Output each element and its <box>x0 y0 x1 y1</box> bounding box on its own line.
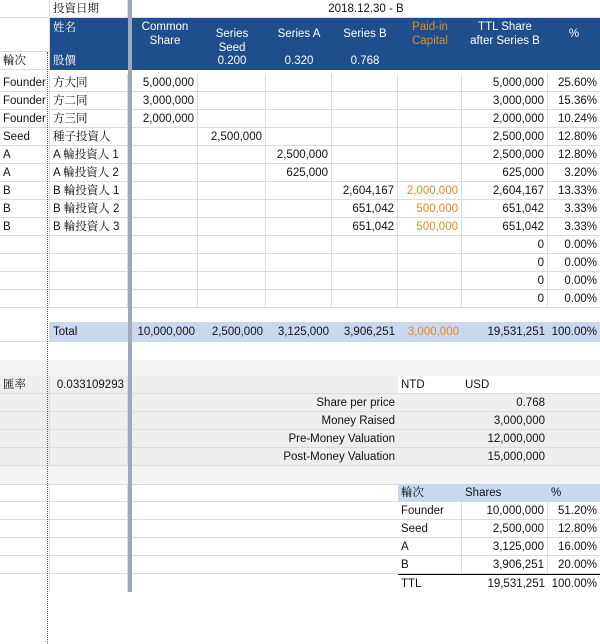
cell-ttl[interactable]: 651,042 <box>462 200 548 218</box>
cell-b[interactable] <box>332 110 398 128</box>
cell[interactable] <box>132 556 398 574</box>
cell-name[interactable]: 種子投資人 <box>50 128 128 146</box>
cell-paid[interactable] <box>398 164 462 182</box>
cap-pct[interactable]: 20.00% <box>548 556 600 574</box>
col-percent[interactable]: % <box>548 18 600 52</box>
col-common-share[interactable]: Common Share <box>132 18 198 52</box>
cell[interactable] <box>0 0 50 18</box>
cell-common[interactable] <box>132 146 198 164</box>
cell-pct[interactable]: 0.00% <box>548 272 600 290</box>
cell-a[interactable] <box>266 254 332 272</box>
cell-paid[interactable] <box>398 110 462 128</box>
cell-common[interactable]: 5,000,000 <box>132 74 198 92</box>
cell-a[interactable] <box>266 182 332 200</box>
cell[interactable] <box>132 502 398 520</box>
cell-a[interactable] <box>266 218 332 236</box>
cell-b[interactable]: 651,042 <box>332 200 398 218</box>
cell[interactable] <box>50 412 128 430</box>
col-paid-in[interactable]: Paid-in Capital <box>398 18 462 52</box>
col-series-a[interactable]: Series A <box>266 18 332 52</box>
table-row <box>0 146 600 164</box>
cell[interactable] <box>132 538 398 556</box>
cell-pct[interactable]: 13.33% <box>548 182 600 200</box>
cell-name[interactable]: B 輪投資人 3 <box>50 218 128 236</box>
cap-shares[interactable]: 2,500,000 <box>462 520 548 538</box>
cell-ttl[interactable]: 2,000,000 <box>462 110 548 128</box>
table-row <box>0 74 600 92</box>
cap-total-shares[interactable]: 19,531,251 <box>462 574 548 592</box>
cell[interactable] <box>0 412 50 430</box>
total-ttl[interactable]: 19,531,251 <box>462 322 548 342</box>
round-label[interactable]: 輪次 <box>0 52 50 70</box>
summary-label[interactable]: Post-Money Valuation <box>132 448 398 466</box>
price-a[interactable]: 0.320 <box>266 52 332 70</box>
row-date <box>0 0 600 18</box>
cell-a[interactable] <box>266 290 332 308</box>
cap-total-pct[interactable]: 100.00% <box>548 574 600 592</box>
cell[interactable] <box>398 412 462 430</box>
cap-pct-header[interactable]: % <box>548 484 600 502</box>
cell-round[interactable]: Founder <box>0 92 50 110</box>
cap-round[interactable]: Founder <box>398 502 462 520</box>
table-row <box>0 110 600 128</box>
cell-round[interactable]: Seed <box>0 128 50 146</box>
cell[interactable] <box>0 520 50 538</box>
cell-b[interactable] <box>332 290 398 308</box>
cell[interactable] <box>50 574 128 592</box>
cell-common[interactable]: 2,000,000 <box>132 110 198 128</box>
row-headers <box>0 18 600 52</box>
col-ttl-share[interactable]: TTL Share after Series B <box>462 18 548 52</box>
total-pct[interactable]: 100.00% <box>548 322 600 342</box>
frozen-column-divider[interactable] <box>128 0 132 592</box>
cell[interactable] <box>0 448 50 466</box>
cell-seed[interactable] <box>198 182 266 200</box>
cell-a[interactable]: 2,500,000 <box>266 146 332 164</box>
cell-seed[interactable]: 2,500,000 <box>198 128 266 146</box>
cell-seed[interactable] <box>198 92 266 110</box>
table-row <box>0 200 600 218</box>
cell-round[interactable]: B <box>0 218 50 236</box>
cap-row <box>0 556 600 574</box>
total-label[interactable]: Total <box>50 322 128 342</box>
summary-row <box>0 412 600 430</box>
cell-ttl[interactable]: 0 <box>462 236 548 254</box>
cap-round[interactable]: Seed <box>398 520 462 538</box>
cell-paid[interactable] <box>398 290 462 308</box>
cell-ttl[interactable]: 625,000 <box>462 164 548 182</box>
cell[interactable] <box>548 430 600 448</box>
cell-a[interactable]: 625,000 <box>266 164 332 182</box>
cell-seed[interactable] <box>198 110 266 128</box>
cell-name[interactable]: A 輪投資人 2 <box>50 164 128 182</box>
cell-paid[interactable] <box>398 92 462 110</box>
cell-common[interactable] <box>132 200 198 218</box>
cell-name[interactable] <box>50 272 128 290</box>
row-empty <box>0 466 600 485</box>
cell[interactable] <box>50 502 128 520</box>
cap-shares-header[interactable]: Shares <box>462 484 548 502</box>
cell-seed[interactable] <box>198 272 266 290</box>
cell-name[interactable]: 方三同 <box>50 110 128 128</box>
cell-paid[interactable]: 2,000,000 <box>398 182 462 200</box>
cell[interactable] <box>0 556 50 574</box>
row-empty <box>0 342 600 361</box>
price-label[interactable]: 股價 <box>50 52 128 70</box>
price-seed[interactable]: 0.200 <box>198 52 266 70</box>
table-row <box>0 290 600 308</box>
table-row <box>0 236 600 254</box>
cell-round[interactable] <box>0 236 50 254</box>
summary-label[interactable]: Share per price <box>132 394 398 412</box>
cell-ttl[interactable]: 651,042 <box>462 218 548 236</box>
cell-pct[interactable]: 3.20% <box>548 164 600 182</box>
cell[interactable] <box>548 376 600 394</box>
cell-b[interactable] <box>332 254 398 272</box>
summary-label[interactable]: Pre-Money Valuation <box>132 430 398 448</box>
cell-paid[interactable] <box>398 254 462 272</box>
row-total <box>0 322 600 342</box>
cell-name[interactable] <box>50 236 128 254</box>
cell-seed[interactable] <box>198 290 266 308</box>
cell[interactable] <box>132 52 198 70</box>
cell[interactable] <box>0 484 50 502</box>
cell[interactable] <box>0 430 50 448</box>
cell[interactable] <box>50 448 128 466</box>
cell-pct[interactable]: 15.36% <box>548 92 600 110</box>
col-series-seed[interactable]: Series Seed <box>198 18 266 52</box>
total-paid[interactable]: 3,000,000 <box>398 322 462 342</box>
cell-name[interactable]: A 輪投資人 1 <box>50 146 128 164</box>
cell-pct[interactable]: 0.00% <box>548 236 600 254</box>
cell-a[interactable] <box>266 128 332 146</box>
row-empty <box>0 360 600 376</box>
cell-a[interactable] <box>266 74 332 92</box>
cell-ttl[interactable]: 0 <box>462 254 548 272</box>
cell-seed[interactable] <box>198 74 266 92</box>
cell-ttl[interactable]: 2,604,167 <box>462 182 548 200</box>
cell[interactable] <box>50 520 128 538</box>
cell-round[interactable]: A <box>0 164 50 182</box>
cell-b[interactable] <box>332 128 398 146</box>
ntd-label[interactable]: NTD <box>398 376 462 394</box>
cell-b[interactable] <box>332 74 398 92</box>
cell-a[interactable] <box>266 92 332 110</box>
cell-common[interactable] <box>132 218 198 236</box>
cell-round[interactable]: Founder <box>0 110 50 128</box>
fx-label[interactable]: 匯率 <box>0 376 50 394</box>
cell-seed[interactable] <box>198 200 266 218</box>
cell-paid[interactable] <box>398 74 462 92</box>
cell[interactable] <box>0 322 50 342</box>
cell-common[interactable] <box>132 164 198 182</box>
cell-seed[interactable] <box>198 146 266 164</box>
cell-pct[interactable]: 3.33% <box>548 200 600 218</box>
cell-a[interactable] <box>266 236 332 254</box>
cell-name[interactable]: B 輪投資人 2 <box>50 200 128 218</box>
summary-label[interactable]: Money Raised <box>132 412 398 430</box>
cap-pct[interactable]: 12.80% <box>548 520 600 538</box>
cell[interactable] <box>0 502 50 520</box>
total-seed[interactable]: 2,500,000 <box>198 322 266 342</box>
cell-ttl[interactable]: 0 <box>462 290 548 308</box>
cell[interactable] <box>0 574 50 592</box>
table-row <box>0 92 600 110</box>
cell[interactable] <box>548 412 600 430</box>
cell[interactable] <box>548 448 600 466</box>
row-fx <box>0 376 600 394</box>
cell-paid[interactable] <box>398 128 462 146</box>
cell-b[interactable] <box>332 92 398 110</box>
cap-round[interactable]: B <box>398 556 462 574</box>
cap-row <box>0 520 600 538</box>
row-price <box>0 52 600 70</box>
cell-ttl[interactable]: 5,000,000 <box>462 74 548 92</box>
cell[interactable] <box>132 484 398 502</box>
cap-shares[interactable]: 10,000,000 <box>462 502 548 520</box>
cell-seed[interactable] <box>198 236 266 254</box>
cell-paid[interactable] <box>398 236 462 254</box>
cap-header <box>0 484 600 502</box>
total-common[interactable]: 10,000,000 <box>132 322 198 342</box>
usd-label[interactable]: USD <box>462 376 548 394</box>
cell-name[interactable] <box>50 254 128 272</box>
cell[interactable] <box>50 394 128 412</box>
cell-common[interactable] <box>132 182 198 200</box>
summary-value[interactable]: 3,000,000 <box>462 412 548 430</box>
cell-pct[interactable]: 3.33% <box>548 218 600 236</box>
cell[interactable] <box>398 52 600 70</box>
cell-round[interactable]: A <box>0 146 50 164</box>
cell-common[interactable]: 3,000,000 <box>132 92 198 110</box>
price-b[interactable]: 0.768 <box>332 52 398 70</box>
total-b[interactable]: 3,906,251 <box>332 322 398 342</box>
cell-ttl[interactable]: 2,500,000 <box>462 146 548 164</box>
cell-pct[interactable]: 25.60% <box>548 74 600 92</box>
cell-paid[interactable]: 500,000 <box>398 218 462 236</box>
cell-b[interactable]: 2,604,167 <box>332 182 398 200</box>
cell-seed[interactable] <box>198 218 266 236</box>
cell-common[interactable] <box>132 272 198 290</box>
cell-a[interactable] <box>266 272 332 290</box>
cell[interactable] <box>398 448 462 466</box>
summary-row <box>0 430 600 448</box>
total-a[interactable]: 3,125,000 <box>266 322 332 342</box>
summary-row <box>0 394 600 412</box>
cell-seed[interactable] <box>198 254 266 272</box>
summary-value[interactable]: 15,000,000 <box>462 448 548 466</box>
cell-pct[interactable]: 12.80% <box>548 128 600 146</box>
cell[interactable] <box>50 430 128 448</box>
cell[interactable] <box>398 394 462 412</box>
date-value[interactable]: 2018.12.30 - B <box>132 0 600 18</box>
cell-common[interactable] <box>132 254 198 272</box>
table-row <box>0 182 600 200</box>
cell-common[interactable] <box>132 290 198 308</box>
cap-round[interactable]: A <box>398 538 462 556</box>
cap-pct[interactable]: 51.20% <box>548 502 600 520</box>
cap-row <box>0 538 600 556</box>
cell[interactable] <box>0 394 50 412</box>
column-guide <box>47 52 48 644</box>
cell-b[interactable] <box>332 272 398 290</box>
cell-name[interactable]: 方大同 <box>50 74 128 92</box>
cell-name[interactable] <box>50 290 128 308</box>
cap-shares[interactable]: 3,906,251 <box>462 556 548 574</box>
cell[interactable] <box>132 574 398 592</box>
cell-ttl[interactable]: 0 <box>462 272 548 290</box>
cap-round-header[interactable]: 輪次 <box>398 484 462 502</box>
cell-ttl[interactable]: 3,000,000 <box>462 92 548 110</box>
cell-b[interactable] <box>332 164 398 182</box>
cell[interactable] <box>50 538 128 556</box>
cell-a[interactable] <box>266 110 332 128</box>
cap-row <box>0 502 600 520</box>
summary-value[interactable]: 12,000,000 <box>462 430 548 448</box>
cell-name[interactable]: 方二同 <box>50 92 128 110</box>
date-label[interactable]: 投資日期 <box>50 0 128 18</box>
cell-b[interactable]: 651,042 <box>332 218 398 236</box>
cell-pct[interactable]: 0.00% <box>548 290 600 308</box>
cell-seed[interactable] <box>198 164 266 182</box>
table-row <box>0 272 600 290</box>
cap-total-label[interactable]: TTL <box>398 574 462 592</box>
col-series-b[interactable]: Series B <box>332 18 398 52</box>
cell-paid[interactable] <box>398 272 462 290</box>
table-row <box>0 218 600 236</box>
cell-round[interactable] <box>0 290 50 308</box>
cell-pct[interactable]: 0.00% <box>548 254 600 272</box>
cell-round[interactable]: B <box>0 182 50 200</box>
cap-shares[interactable]: 3,125,000 <box>462 538 548 556</box>
cell[interactable] <box>50 484 128 502</box>
table-row <box>0 128 600 146</box>
summary-row <box>0 448 600 466</box>
cell-pct[interactable]: 10.24% <box>548 110 600 128</box>
cell[interactable] <box>132 376 398 394</box>
cell[interactable] <box>0 538 50 556</box>
cap-total <box>0 574 600 592</box>
cell-a[interactable] <box>266 200 332 218</box>
cell-pct[interactable]: 12.80% <box>548 146 600 164</box>
cell-common[interactable] <box>132 128 198 146</box>
cell-round[interactable]: Founder <box>0 74 50 92</box>
cell-paid[interactable] <box>398 146 462 164</box>
cell-name[interactable]: B 輪投資人 1 <box>50 182 128 200</box>
cap-pct[interactable]: 16.00% <box>548 538 600 556</box>
cell-paid[interactable]: 500,000 <box>398 200 462 218</box>
cell[interactable] <box>398 430 462 448</box>
cell-b[interactable] <box>332 236 398 254</box>
cell-common[interactable] <box>132 236 198 254</box>
cell[interactable] <box>50 556 128 574</box>
summary-value[interactable]: 0.768 <box>462 394 548 412</box>
name-header[interactable]: 姓名 <box>50 18 128 52</box>
cell[interactable] <box>0 18 50 52</box>
table-row <box>0 254 600 272</box>
cell-b[interactable] <box>332 146 398 164</box>
cell[interactable] <box>132 520 398 538</box>
cell-round[interactable] <box>0 272 50 290</box>
fx-value[interactable]: 0.033109293 <box>50 376 128 394</box>
cell[interactable] <box>548 394 600 412</box>
cell-round[interactable] <box>0 254 50 272</box>
table-row <box>0 164 600 182</box>
cell-round[interactable]: B <box>0 200 50 218</box>
cell-ttl[interactable]: 2,500,000 <box>462 128 548 146</box>
